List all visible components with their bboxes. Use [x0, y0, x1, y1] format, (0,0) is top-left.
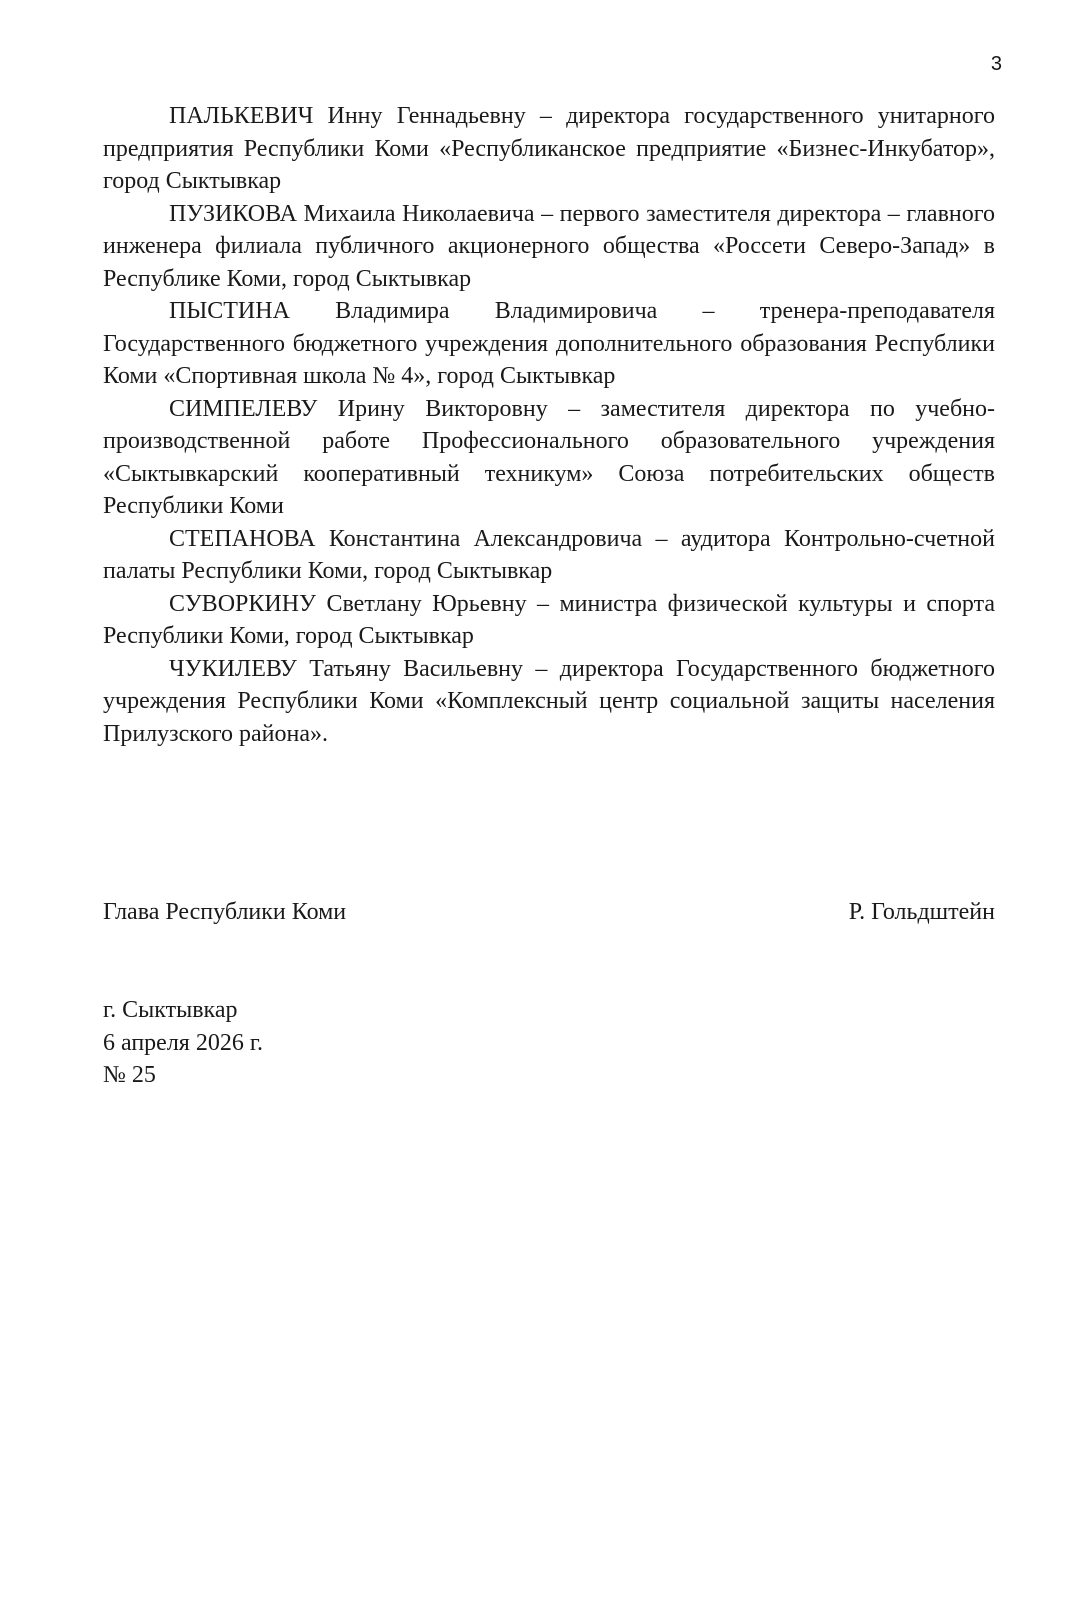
issuance-city: г. Сыктывкар [103, 997, 238, 1023]
signature-row [103, 896, 995, 929]
issuance-number: № 25 [103, 1062, 156, 1088]
signatory-name: Р. Гольдштейн [848, 899, 995, 925]
paragraph-puzikova: ПУЗИКОВА Михаила Николаевича – первого заместителя директора – главного инженера филиала публичного акционерного общества «Россети Северо-Запад» в Республике Коми, город Сыктывкар [103, 200, 995, 292]
paragraph-simpeleva: СИМПЕЛЕВУ Ирину Викторовну – заместителя директора по учебно-производственной работе Профессионального образовательного учреждения «Сыктывкарский кооперативный техникум» Союза потребительских обществ Республики Коми [103, 395, 995, 519]
issuance-block [103, 994, 263, 1092]
paragraph-palkevich: ПАЛЬКЕВИЧ Инну Геннадьевну – директора государственного унитарного предприятия Республики Коми «Республиканское предприятие «Бизнес-Инкубатор», город Сыктывкар [103, 103, 995, 194]
paragraph-suvorkina: СУВОРКИНУ Светлану Юрьевну – министра физической культуры и спорта Республики Коми, город Сыктывкар [103, 590, 995, 649]
paragraph-chukileva: ЧУКИЛЕВУ Татьяну Васильевну – директора Государственного бюджетного учреждения Республики Коми «Комплексный центр социальной защиты населения Прилузского района». [103, 655, 995, 747]
document-body [103, 100, 995, 750]
signatory-title: Глава Республики Коми [103, 899, 347, 925]
paragraph-stepanova: СТЕПАНОВА Константина Александровича – аудитора Контрольно-счетной палаты Республики Коми, город Сыктывкар [103, 525, 995, 584]
issuance-date: 6 апреля 2026 г. [103, 1029, 263, 1056]
paragraph-pystina: ПЫСТИНА Владимира Владимировича – тренера-преподавателя Государственного бюджетного учреждения дополнительного образования Республики Коми «Спортивная школа № 4», город Сыктывкар [103, 298, 995, 389]
page-number: 3 [990, 53, 1002, 75]
